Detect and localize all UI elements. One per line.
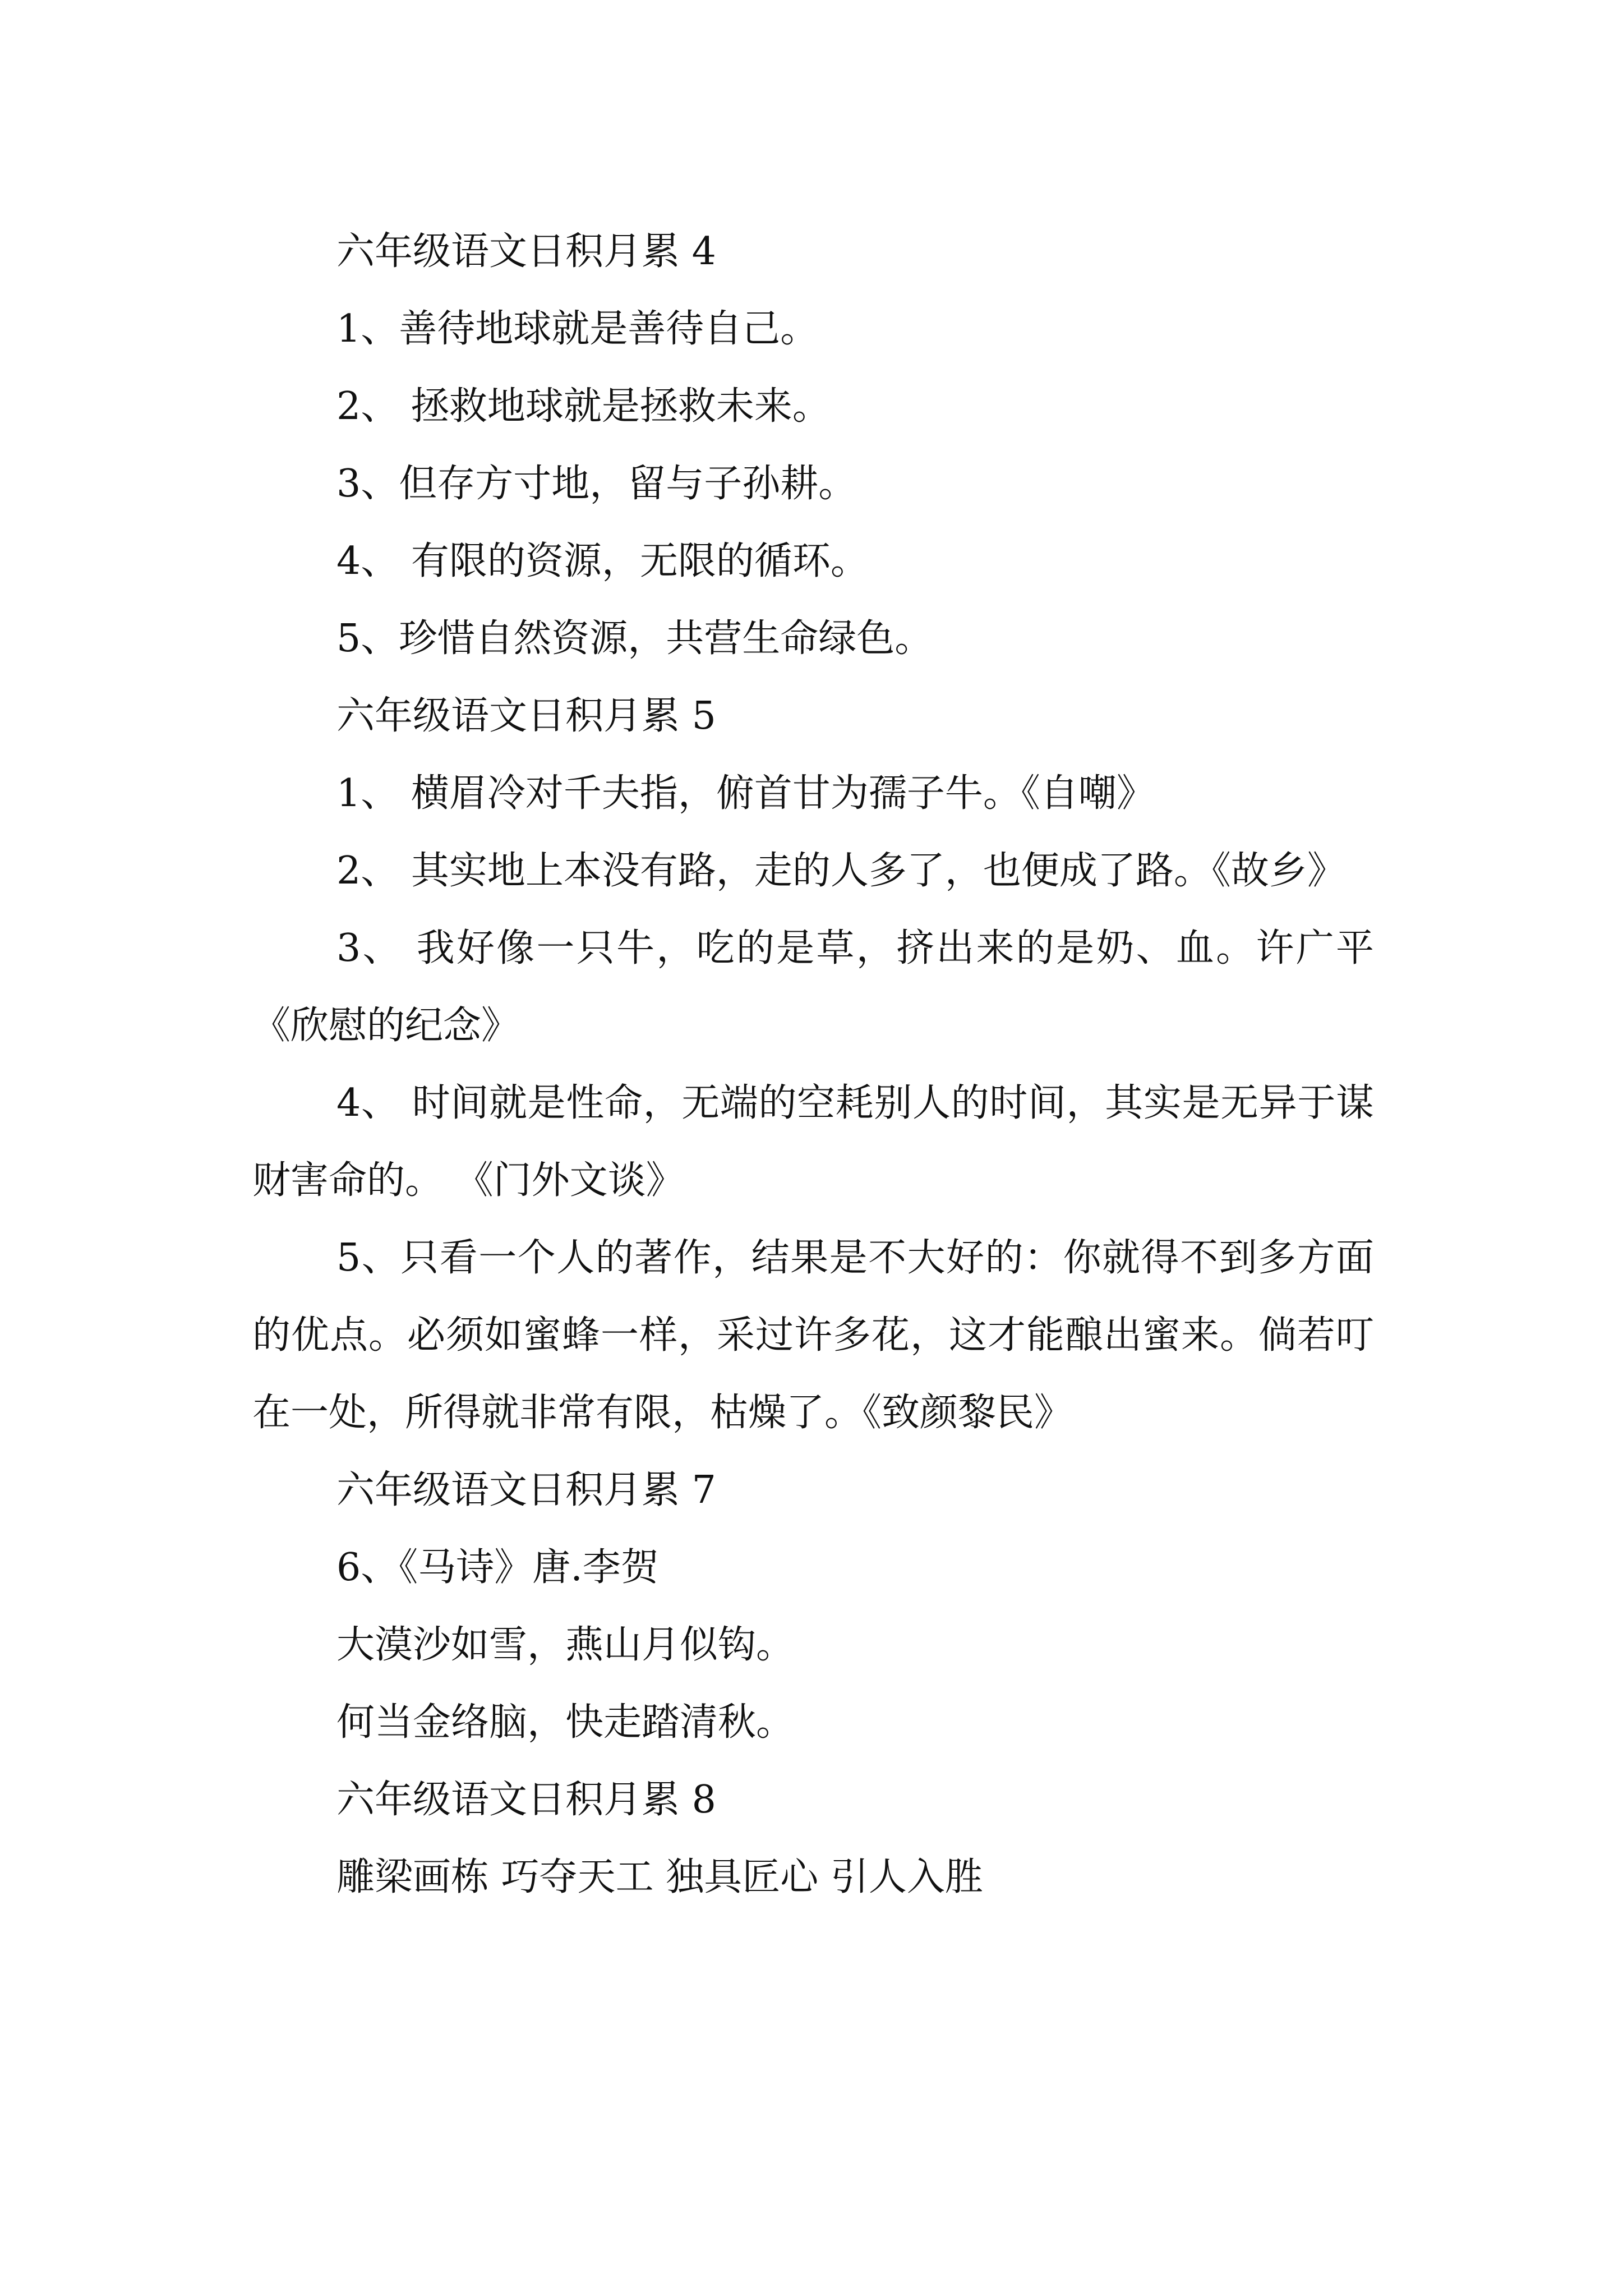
- list-item: 5、只看一个人的著作，结果是不大好的：你就得不到多方面的优点。必须如蜜蜂一样，采过许多花，这才能酿出蜜来。倘若叮在一处，所得就非常有限，枯燥了。《致颜黎民》: [252, 1236, 1374, 1435]
- section-heading: 六年级语文日积月累 8: [336, 1778, 716, 1822]
- list-item: 1、 横眉冷对千夫指，俯首甘为孺子牛。《自嘲》: [336, 771, 1155, 816]
- list-item: 3、但存方寸地，留与子孙耕。: [336, 462, 857, 506]
- list-item: 5、珍惜自然资源，共营生命绿色。: [336, 616, 933, 661]
- list-item: 2、 拯救地球就是拯救未来。: [336, 384, 831, 429]
- document-page: [252, 213, 1374, 1916]
- list-item: 4、 时间就是性命，无端的空耗别人的时间，其实是无异于谋财害命的。 《门外文谈》: [252, 1081, 1374, 1203]
- section-heading: 六年级语文日积月累 4: [336, 229, 716, 274]
- idiom-list: 雕梁画栋 巧夺天工 独具匠心 引人入胜: [336, 1855, 983, 1899]
- list-item: 3、 我好像一只牛，吃的是草，挤出来的是奶、血。许广平《欣慰的纪念》: [252, 926, 1374, 1048]
- list-item: 4、 有限的资源，无限的循环。: [336, 539, 869, 583]
- section-heading: 六年级语文日积月累 5: [336, 694, 716, 738]
- section-heading: 六年级语文日积月累 7: [336, 1468, 716, 1512]
- poem-line: 大漠沙如雪，燕山月似钩。: [336, 1623, 795, 1667]
- list-item: 1、善待地球就是善待自己。: [336, 307, 819, 351]
- list-item: 2、 其实地上本没有路，走的人多了，也便成了路。《故乡》: [336, 849, 1345, 893]
- poem-title: 6、《马诗》唐.李贺: [336, 1545, 659, 1590]
- poem-line: 何当金络脑，快走踏清秋。: [336, 1700, 795, 1745]
